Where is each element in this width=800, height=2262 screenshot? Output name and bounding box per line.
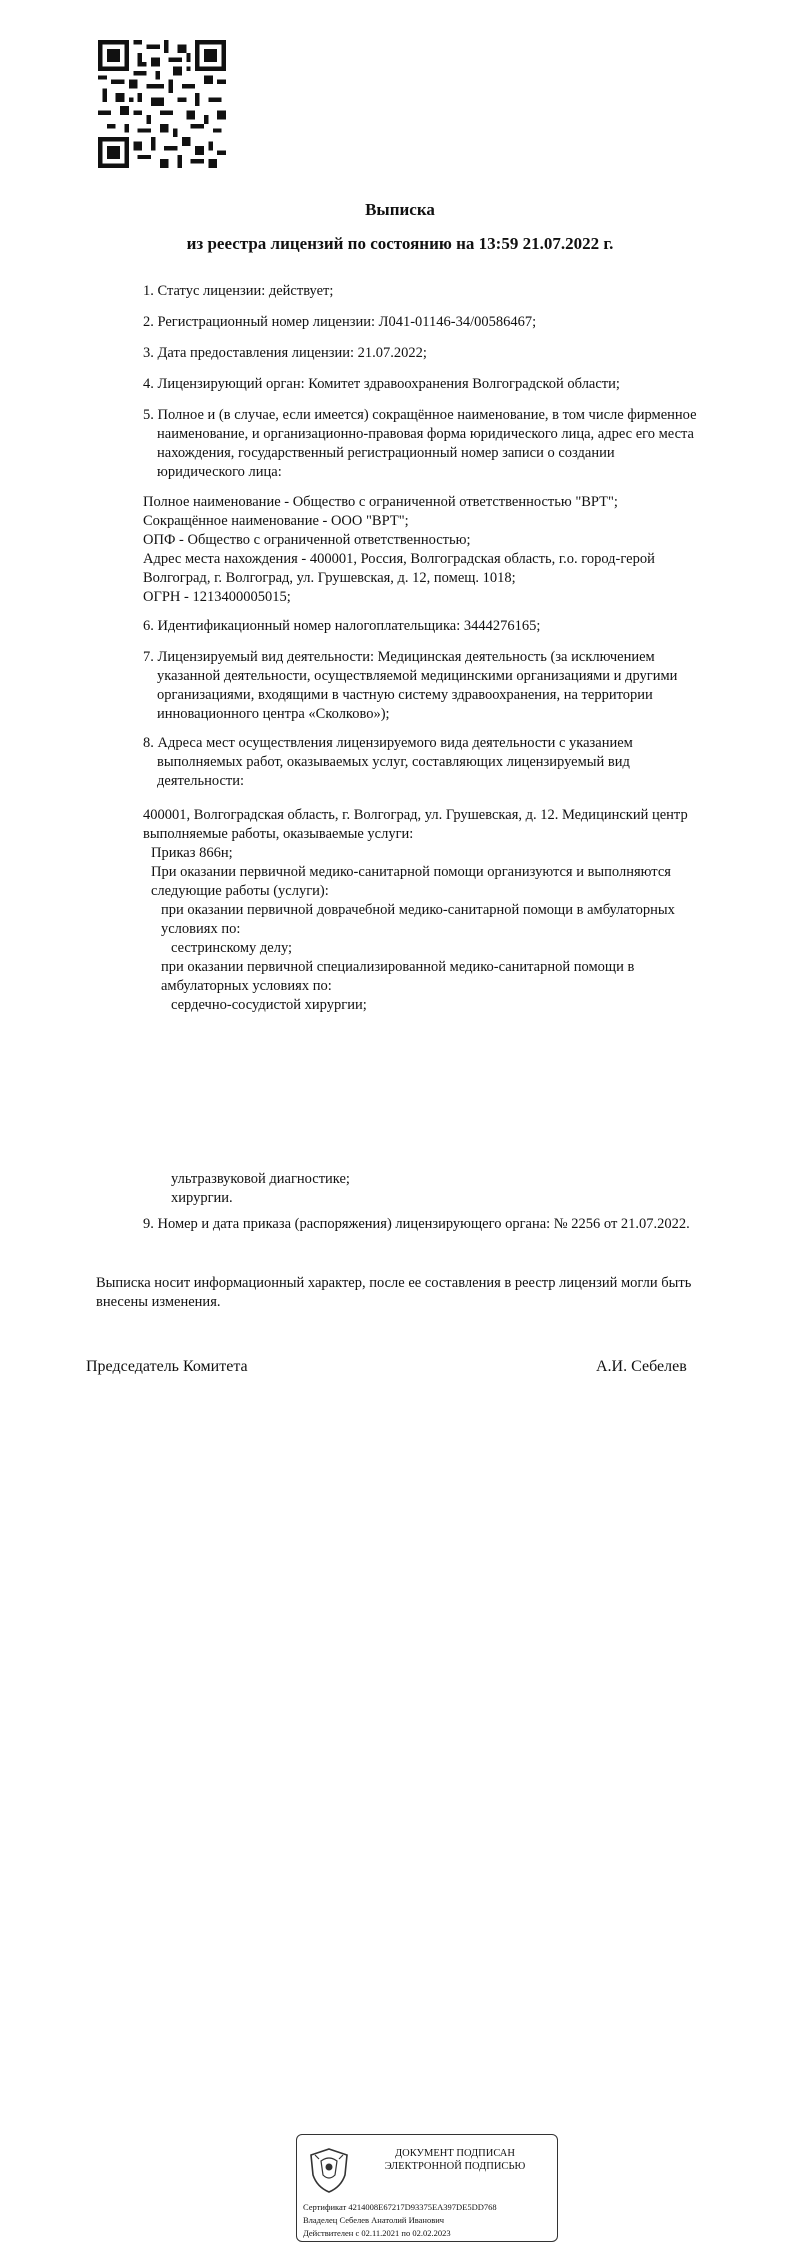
item-7-line: инновационного центра «Сколково»); [157, 706, 390, 722]
item-8-line: деятельности: [157, 773, 245, 789]
org-full-name: Полное наименование - Общество с ограниченной ответственностью "ВРТ"; [143, 494, 618, 510]
item-8-line: 8. Адреса мест осуществления лицензируемого вида деятельности с указанием [143, 735, 633, 751]
org-short-name: Сокращённое наименование - ООО "ВРТ"; [143, 513, 409, 529]
item-8-line: выполняемых работ, оказываемых услуг, составляющих лицензируемый вид [157, 754, 630, 770]
item-7-line: 7. Лицензируемый вид деятельности: Медицинская деятельность (за исключением [143, 649, 655, 665]
item-activity-addresses [143, 734, 763, 791]
work-heading: При оказании первичной медико-санитарной помощи организуются и выполняются [151, 864, 671, 880]
item-issue-date: 3. Дата предоставления лицензии: 21.07.2022; [143, 345, 427, 361]
stamp-certificate: Сертификат 4214008E67217D93375EA397DE5DD768 [303, 2202, 497, 2212]
item-7-line: организациями, входящими в частную систему здравоохранения, на территории [157, 687, 653, 703]
electronic-signature-stamp [296, 2134, 558, 2242]
stamp-validity: Действителен с 02.11.2021 по 02.02.2023 [303, 2228, 451, 2238]
work-heading: следующие работы (услуги): [151, 883, 329, 899]
item-licensing-authority: 4. Лицензирующий орган: Комитет здравоохранения Волгоградской области; [143, 376, 620, 392]
item-entity-name [143, 406, 763, 482]
org-legal-form: ОПФ - Общество с ограниченной ответственностью; [143, 532, 471, 548]
work-service: ультразвуковой диагностике; [171, 1171, 350, 1187]
item-inn: 6. Идентификационный номер налогоплательщика: 3444276165; [143, 618, 541, 634]
work-category: при оказании первичной специализированной медико-санитарной помощи в [161, 959, 635, 975]
stamp-header-line: ДОКУМЕНТ ПОДПИСАН [395, 2148, 515, 2159]
document-subtitle: из реестра лицензий по состоянию на 13:59 21.07.2022 г. [186, 234, 614, 253]
disclaimer-note [96, 1274, 776, 1312]
activity-address-block [143, 806, 773, 1015]
work-category: условиях по: [161, 921, 241, 937]
org-ogrn: ОГРН - 1213400005015; [143, 589, 291, 605]
signatory-position: Председатель Комитета [86, 1358, 248, 1375]
stamp-header-line: ЭЛЕКТРОННОЙ ПОДПИСЬЮ [384, 2161, 526, 2172]
item-7-line: указанной деятельности, осуществляемой медицинскими организациями и другими [157, 668, 678, 684]
activity-address: выполняемые работы, оказываемые услуги: [143, 826, 414, 842]
note-line: Выписка носит информационный характер, после ее составления в реестр лицензий могли быть [96, 1275, 692, 1291]
document-title: Выписка [365, 200, 435, 219]
work-services-tail [143, 1170, 773, 1208]
item-5-line: 5. Полное и (в случае, если имеется) сокращённое наименование, в том числе фирменное [143, 407, 697, 423]
work-category: амбулаторных условиях по: [161, 978, 332, 994]
coat-of-arms-icon [307, 2145, 351, 2195]
org-address: Волгоград, г. Волгоград, ул. Грушевская, д. 12, помещ. 1018; [143, 570, 516, 586]
work-order: Приказ 866н; [151, 845, 233, 861]
qr-code [98, 40, 226, 168]
item-license-status: 1. Статус лицензии: действует; [143, 283, 334, 299]
activity-address: 400001, Волгоградская область, г. Волгоград, ул. Грушевская, д. 12. Медицинский центр [143, 807, 688, 823]
work-service: хирургии. [171, 1190, 233, 1206]
work-service: сердечно-сосудистой хирургии; [171, 997, 367, 1013]
stamp-owner: Владелец Себелев Анатолий Иванович [303, 2215, 445, 2225]
stamp-header [357, 2147, 553, 2173]
item-activity-type [143, 648, 763, 724]
note-line: внесены изменения. [96, 1294, 221, 1310]
item-5-line: наименование, и организационно-правовая форма юридического лица, адрес его места [157, 426, 694, 442]
organization-details [143, 493, 773, 607]
item-order-number: 9. Номер и дата приказа (распоряжения) лицензирующего органа: № 2256 от 21.07.2022. [143, 1216, 690, 1232]
signatory-name: А.И. Себелев [596, 1358, 687, 1375]
work-service: сестринскому делу; [171, 940, 293, 956]
item-5-line: юридического лица: [157, 464, 282, 480]
item-registration-number: 2. Регистрационный номер лицензии: Л041-01146-34/00586467; [143, 314, 537, 330]
org-address: Адрес места нахождения - 400001, Россия, Волгоградская область, г.о. город-герой [143, 551, 655, 567]
item-5-line: нахождения, государственный регистрационный номер записи о создании [157, 445, 615, 461]
work-category: при оказании первичной доврачебной медико-санитарной помощи в амбулаторных [161, 902, 675, 918]
